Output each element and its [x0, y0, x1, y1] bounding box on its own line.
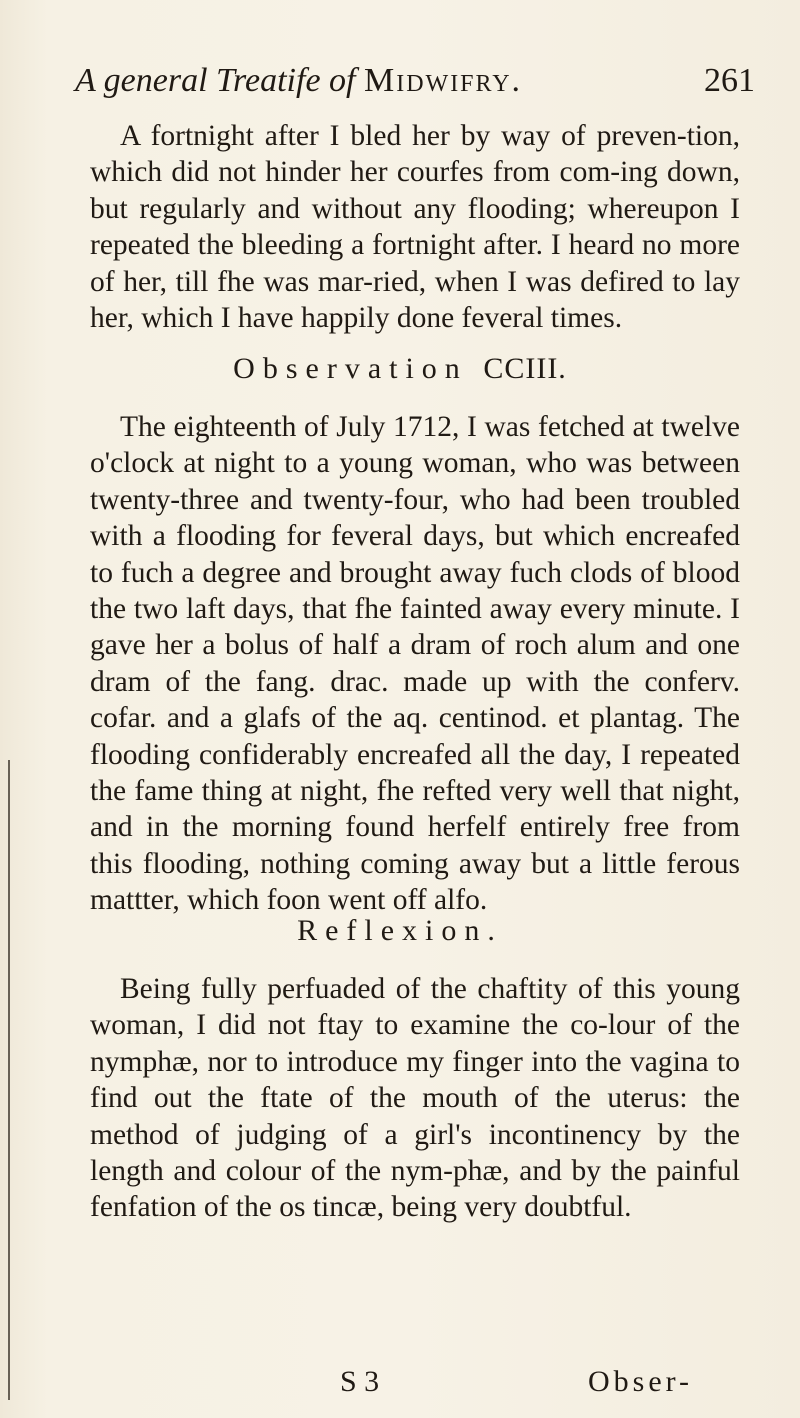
- observation-heading: [0, 352, 800, 386]
- page-number: 261: [704, 62, 755, 99]
- running-title-caps: Midwifry.: [363, 62, 523, 99]
- binding-edge-line: [8, 760, 10, 1400]
- paragraph-3-block: [90, 971, 740, 1226]
- paragraph-2-block: [90, 409, 740, 919]
- catchword: Obser-: [588, 1365, 694, 1398]
- reflexion-label: Reflexion.: [297, 914, 503, 947]
- signature-mark: S 3: [340, 1365, 380, 1398]
- running-title-italic: A general Treatife of: [75, 62, 356, 99]
- paragraph-1: A fortnight after I bled her by way of preven-tion, which did not hinder her courfes from com-ing down, but regularly and without any flooding; whereupon I repeated the bleeding a fortnight after. I heard no more of her, till fhe was mar-ried, when I was defired to lay her, which I have happily done feveral times.: [90, 120, 740, 335]
- running-header: [75, 62, 755, 112]
- observation-label: Observation: [233, 352, 468, 385]
- paragraph-1-block: [90, 118, 740, 336]
- paragraph-2: The eighteenth of July 1712, I was fetched at twelve o'clock at night to a young woman, who was between twenty-three and twenty-four, who had been troubled with a flooding for feveral days, but which encreafed to fuch a degree and brought away fuch clods of blood the two laft days, that fhe fainted away every minute. I gave her a bolus of half a dram of roch alum and one dram of the fang. drac. made up with the conferv. cofar. and a glafs of the aq. centinod. et plantag. The flooding confiderably encreafed all the day, I repeated the fame thing at night, fhe refted very well that night, and in the morning found herfelf entirely free from this flooding, nothing coming away but a little ferous mattter, which foon went off alfo.: [90, 411, 740, 917]
- observation-number: CCIII.: [483, 352, 567, 385]
- reflexion-heading: [0, 914, 800, 948]
- running-title: [75, 62, 522, 100]
- paragraph-3: Being fully perfuaded of the chaftity of this young woman, I did not ftay to examine the co-lour of the nymphæ, nor to introduce my finger into the vagina to find out the ftate of the mouth of the uterus: the method of judging of a girl's incontinency by the length and colour of the nym-phæ, and by the painful fenfation of the os tincæ, being very doubtful.: [90, 973, 740, 1224]
